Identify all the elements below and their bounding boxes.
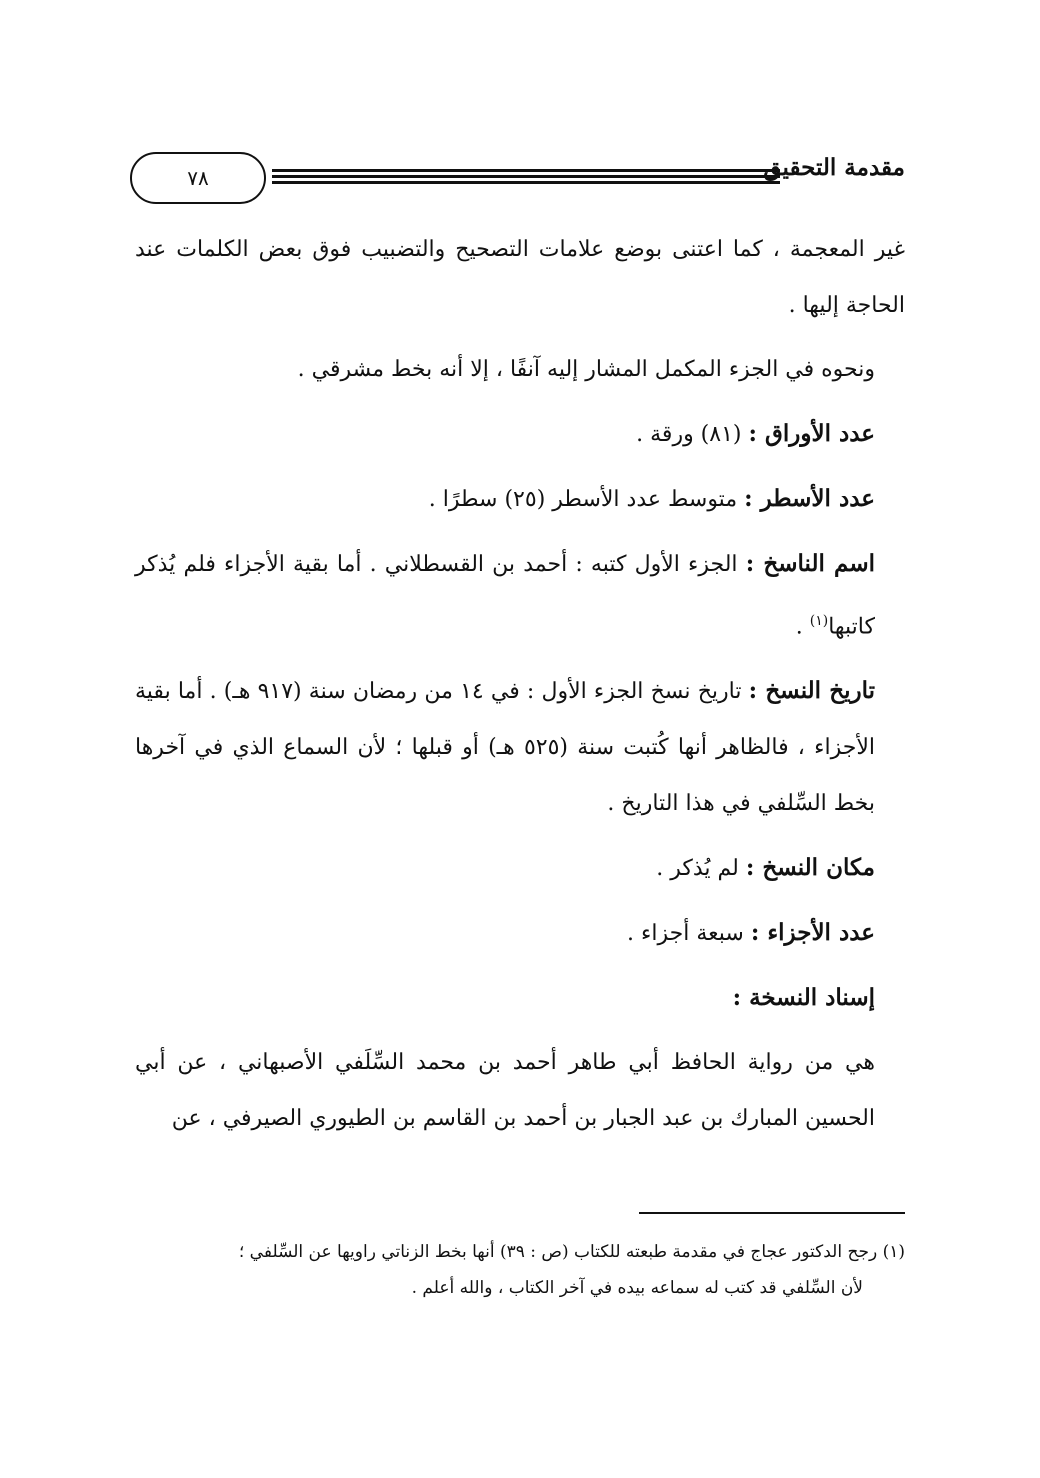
- page-header: [130, 150, 905, 210]
- paragraph: [135, 536, 905, 655]
- footnote-reference: (١): [809, 613, 829, 629]
- page-number: ٧٨: [130, 152, 266, 204]
- paragraph: [135, 471, 905, 528]
- field-value-end: .: [795, 614, 810, 640]
- field-value: تاريخ نسخ الجزء الأول : في ١٤ من رمضان سنة (٩١٧ هـ) . أما بقية الأجزاء ، فالظاهر أنها كُتبت سنة (٥٢٥ هـ) أو قبلها ؛ لأن السماع الذي في آخرها بخط السِّلفي في هذا التاريخ .: [135, 679, 875, 817]
- footnote-line: (١) رجح الدكتور عجاج في مقدمة طبعته للكتاب (ص : ٣٩) أنها بخط الزناتي راويها عن السِّلفي ؛: [238, 1242, 905, 1262]
- paragraph: [135, 663, 905, 832]
- field-value: (٨١) ورقة .: [636, 422, 742, 447]
- paragraph: [135, 905, 905, 962]
- paragraph: [135, 406, 905, 463]
- header-rule: [272, 169, 780, 172]
- field-value: الجزء الأول كتبه : أحمد بن القسطلاني . أما بقية الأجزاء فلم يُذكر كاتبها: [135, 552, 875, 640]
- header-rule: [272, 175, 780, 178]
- paragraph: غير المعجمة ، كما اعتنى بوضع علامات التصحيح والتضبيب فوق بعض الكلمات عند الحاجة إليها .: [135, 237, 905, 318]
- field-label: عدد الأسطر :: [744, 485, 875, 512]
- field-value: سبعة أجزاء .: [627, 921, 744, 947]
- section-heading: [135, 970, 905, 1027]
- paragraph: [135, 840, 905, 897]
- field-value: متوسط عدد الأسطر (٢٥) سطرًا .: [428, 487, 738, 512]
- footnotes: [135, 1234, 905, 1306]
- paragraph: ونحوه في الجزء المكمل المشار إليه آنفًا ، إلا أنه بخط مشرقي .: [297, 357, 875, 382]
- field-label: اسم الناسخ :: [745, 550, 875, 577]
- section-heading-text: إسناد النسخة :: [732, 984, 875, 1012]
- paragraph: هي من رواية الحافظ أبي طاهر أحمد بن محمد السِّلَفي الأصبهاني ، عن أبي الحسين المبارك بن عبد الجبار بن أحمد بن القاسم بن الطيوري الصيرفي ، عن: [135, 1050, 875, 1132]
- footnote-separator: [639, 1212, 905, 1214]
- footnote-line: لأن السِّلفي قد كتب له سماعه بيده في آخر الكتاب ، والله أعلم .: [411, 1278, 863, 1298]
- running-title: مقدمة التحقيق: [763, 154, 905, 181]
- body-text: [135, 222, 905, 1147]
- field-label: مكان النسخ :: [745, 854, 875, 882]
- field-label: عدد الأجزاء :: [750, 919, 875, 947]
- field-label: تاريخ النسخ :: [748, 677, 875, 705]
- field-label: عدد الأوراق :: [748, 420, 875, 447]
- field-value: لم يُذكر .: [656, 856, 739, 882]
- header-rule: [272, 181, 780, 184]
